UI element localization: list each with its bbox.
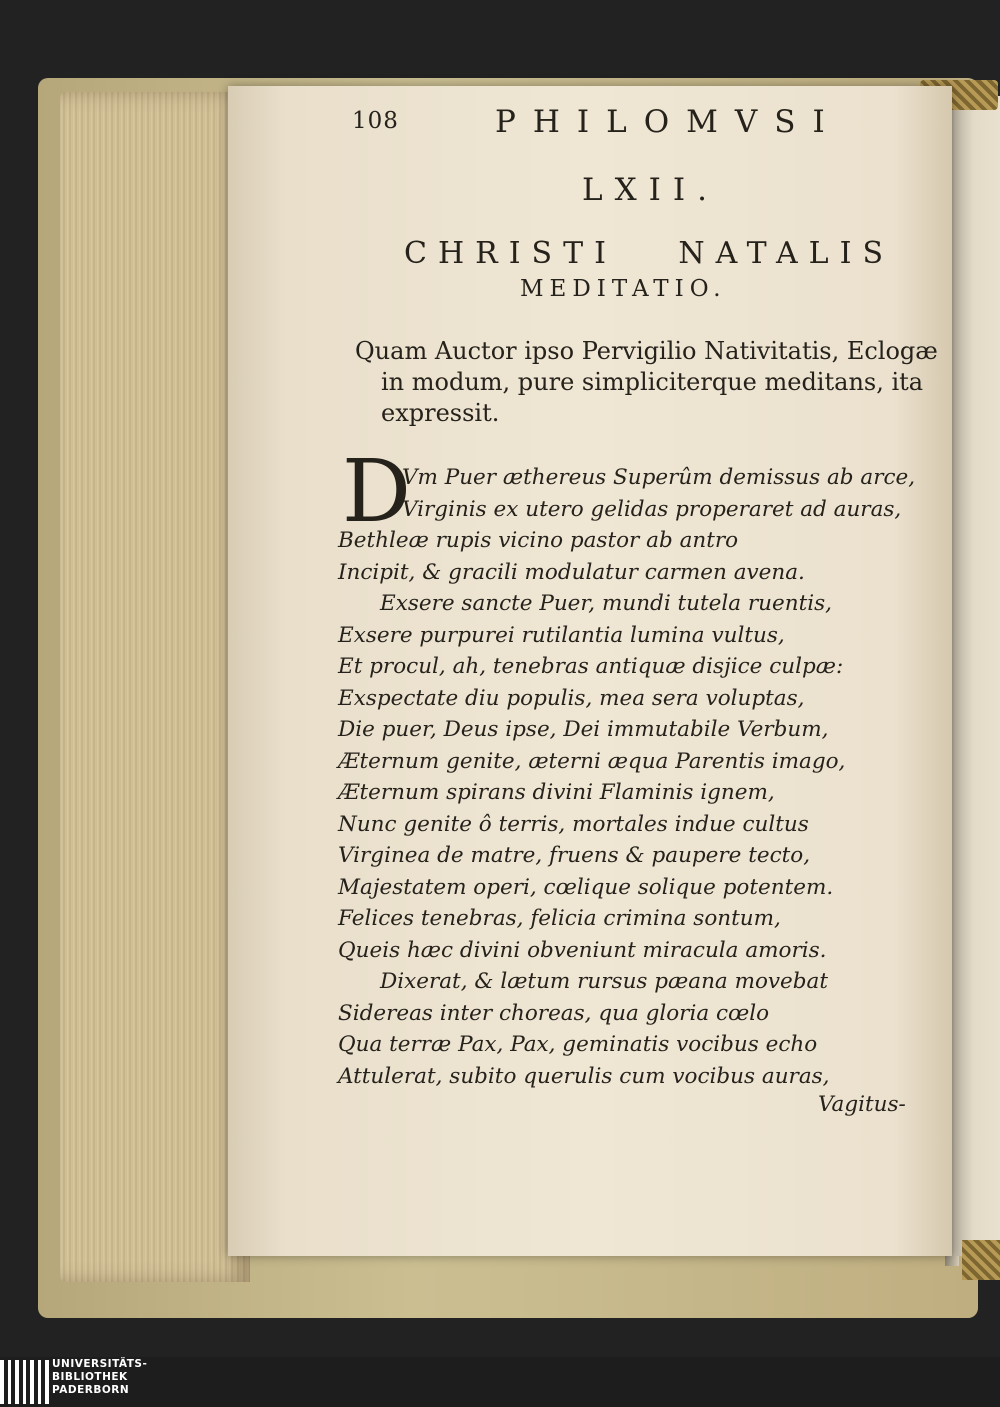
verse-line: Exspectate diu populis, mea sera voluptas, (338, 685, 805, 711)
section-number: LXII. (582, 172, 720, 208)
verse-line: Felices tenebras, felicia crimina sontum, (338, 906, 781, 931)
verse-line: Virginea de matre, fruens & paupere tecto, (338, 843, 811, 868)
facing-page-edge (956, 96, 1000, 1256)
subtitle-line: Quam Auctor ipso Pervigilio Nativitatis, Eclogæ (355, 337, 938, 365)
verse-line: Nunc genite ô terris, mortales indue cultus (338, 811, 809, 837)
verse-line: Virginis ex utero gelidas properaret ad auras, (402, 496, 902, 522)
bookmark-ribbon-bottom (962, 1240, 1000, 1280)
library-logo-icon (0, 1360, 49, 1404)
title-word-1: CHRISTI (404, 236, 617, 271)
verse-line: Dixerat, & lætum rursus pæana movebat (380, 969, 828, 994)
subtitle-line: in modum, pure simpliciterque meditans, ita (381, 368, 924, 396)
poem-text (338, 462, 916, 1092)
verse-line: Vm Puer æthereus Superûm demissus ab arce, (402, 465, 916, 490)
subtitle-line: expressit. (381, 399, 500, 427)
verse-line: Sidereas inter choreas, qua gloria cœlo (338, 1000, 770, 1026)
drop-cap: D (342, 442, 411, 542)
library-logo-text (52, 1358, 147, 1397)
verse-line: Exsere sancte Puer, mundi tutela ruentis, (380, 591, 832, 616)
logo-line: UNIVERSITÄTS- (52, 1358, 148, 1370)
verse-line: Attulerat, subito querulis cum vocibus auras, (338, 1063, 830, 1089)
verse-line: Exsere purpurei rutilantia lumina vultus, (338, 622, 785, 648)
page-fore-edge (60, 92, 250, 1282)
verse-line: Et procul, ah, tenebras antiquæ disjice culpæ: (338, 654, 844, 679)
title-word-2: NATALIS (678, 236, 894, 271)
verse-line: Incipit, & gracili modulatur carmen avena. (338, 559, 805, 585)
title-line-2: MEDITATIO. (520, 276, 727, 302)
verse-line: Queis hæc divini obveniunt miracula amoris. (338, 937, 827, 963)
catchword: Vagitus- (818, 1092, 906, 1117)
verse-line: Die puer, Deus ipse, Dei immutabile Verbum, (338, 717, 829, 742)
running-head: PHILOMVSI (495, 104, 842, 140)
page-number: 108 (352, 108, 399, 134)
subtitle (355, 336, 938, 429)
title-line-1 (404, 236, 894, 271)
verse-line: Bethleæ rupis vicino pastor ab antro (338, 528, 739, 553)
logo-line: BIBLIOTHEK (52, 1371, 128, 1383)
verse-line: Majestatem operi, cœlique solique potentem. (338, 874, 834, 900)
library-footer (0, 1357, 1000, 1407)
verse-line: Qua terræ Pax, Pax, geminatis vocibus echo (338, 1032, 818, 1057)
logo-line: PADERBORN (52, 1384, 130, 1396)
verse-line: Æternum spirans divini Flaminis ignem, (338, 780, 775, 805)
verse-line: Æternum genite, æterni æqua Parentis imago, (338, 748, 846, 774)
